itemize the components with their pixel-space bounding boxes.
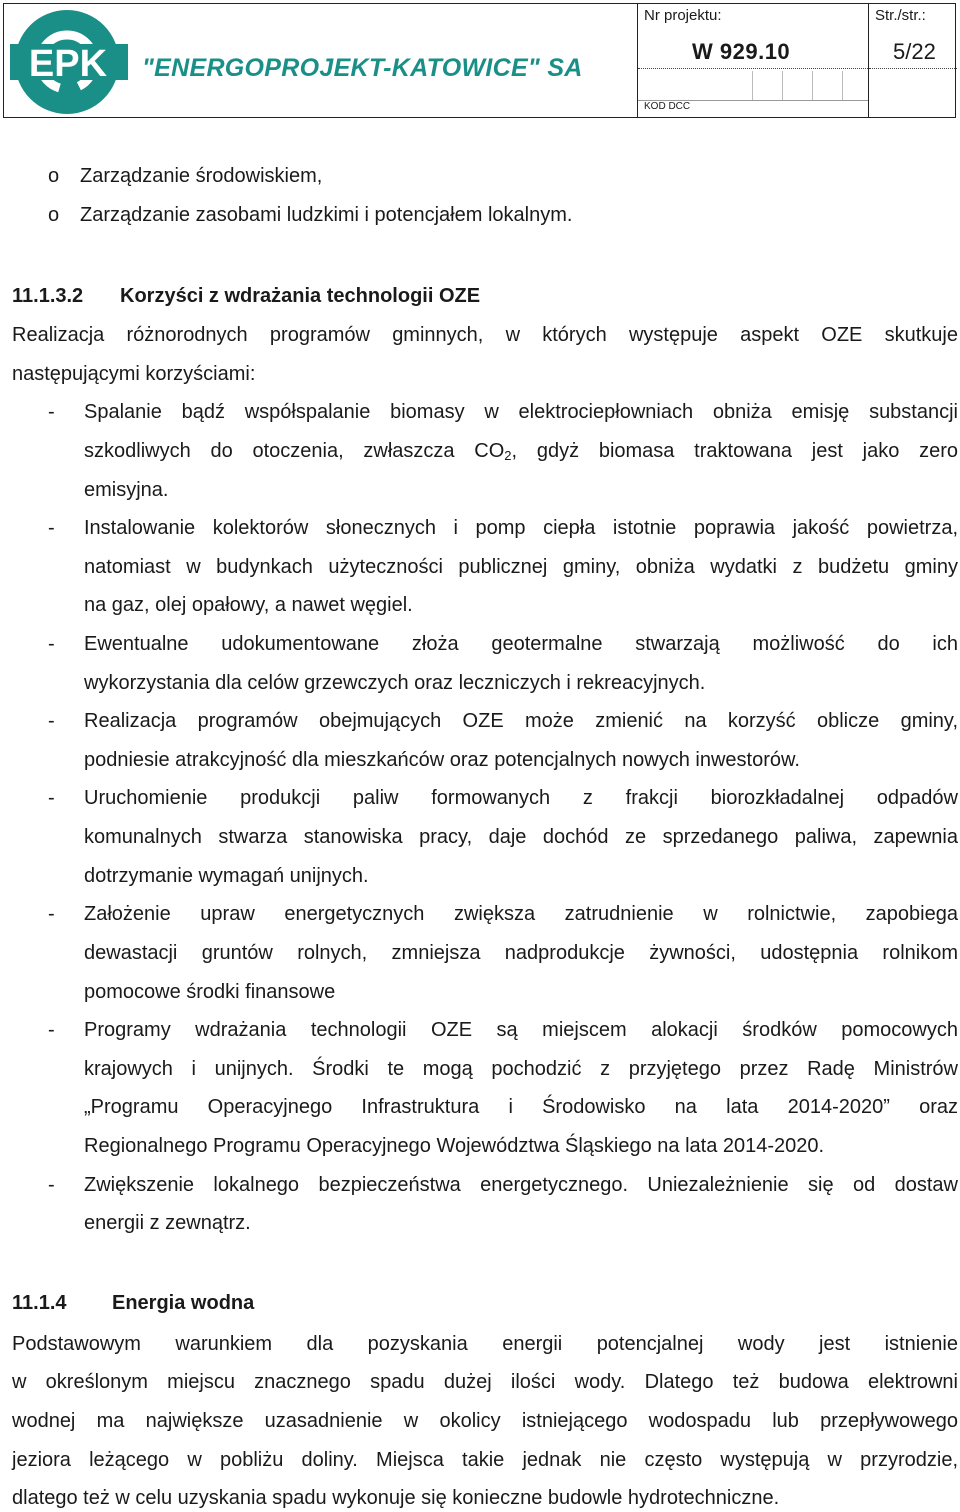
list-item-line: podniesie atrakcyjność dla mieszkańców oraz potencjalnych nowych inwestorów.	[84, 749, 800, 771]
page-number: 5/22	[893, 39, 936, 64]
dash-bullet: -	[48, 787, 55, 809]
list-item-line: na gaz, olej opałowy, a nawet węgiel.	[84, 594, 413, 616]
company-name: "ENERGOPROJEKT-KATOWICE" SA	[142, 54, 583, 82]
list-item-line: Ewentualne udokumentowane złoża geotermalne stwarzają możliwość do ich	[84, 633, 958, 655]
section-title: Korzyści z wdrażania technologii OZE	[120, 285, 481, 307]
project-label: Nr projektu:	[644, 7, 722, 24]
list-item-line: Spalanie bądź współspalanie biomasy w elektrociepłowniach obniża emisję substancji	[84, 401, 958, 423]
dash-bullet: -	[48, 633, 55, 655]
divider	[638, 68, 868, 69]
list-item-line: dotrzymanie wymagań unijnych.	[84, 865, 369, 887]
epk-logo-icon	[10, 6, 128, 116]
paragraph-line: wodnej ma największe uzasadnienie w okolicy istniejącego wodospadu lub przepływowego	[12, 1410, 958, 1432]
list-item-line: komunalnych stwarza stanowiska pracy, daje dochód ze sprzedanego paliwa, zapewnia	[84, 826, 958, 848]
bullet-o-icon: o	[48, 204, 60, 226]
page-cell	[869, 4, 957, 117]
list-item-line: wykorzystania dla celów grzewczych oraz leczniczych i rekreacyjnych.	[84, 672, 706, 694]
dash-bullet: -	[48, 401, 55, 423]
code-label: KOD DCC	[644, 101, 691, 112]
document-header	[3, 3, 956, 118]
list-item-line: natomiast w budynkach użyteczności publicznej gminy, obniża wydatki z budżetu gminy	[84, 556, 958, 578]
list-item-line: Instalowanie kolektorów słonecznych i pomp ciepła istotnie poprawia jakość powietrza,	[84, 517, 958, 539]
bullet-o-icon: o	[48, 165, 60, 187]
paragraph-line: jeziora leżącego w pobliżu doliny. Miejsca takie jednak nie często występują w przyrodzie,	[12, 1449, 958, 1471]
list-item-line: szkodliwych do otoczenia, zwłaszcza $CO_2$, gdyż biomasa traktowana jest jako zero	[84, 440, 958, 463]
list-item-line: Programy wdrażania technologii OZE są miejscem alokacji środków pomocowych	[84, 1019, 958, 1041]
list-item-line: Uruchomienie produkcji paliw formowanych z frakcji biorozkładalnej odpadów	[84, 787, 958, 809]
subscript: 2	[504, 448, 512, 463]
list-item-line: emisyjna.	[84, 479, 169, 501]
section-heading	[12, 283, 480, 309]
dash-bullet: -	[48, 517, 55, 539]
list-item-line: Regionalnego Programu Operacyjnego Województwa Śląskiego na lata 2014-2020.	[84, 1135, 825, 1157]
logo-cell	[4, 4, 638, 117]
paragraph-line: dlatego też w celu uzyskania spadu wykonuje się konieczne budowle hydrotechniczne.	[12, 1487, 780, 1509]
list-item-text: Zarządzanie środowiskiem,	[80, 165, 323, 187]
list-item-line: krajowych i unijnych. Środki te mogą pochodzić z przyjętego przez Radę Ministrów	[84, 1058, 958, 1080]
section-heading	[12, 1290, 254, 1316]
section-number: 11.1.4	[12, 1292, 67, 1314]
logo-text: EPK	[28, 43, 108, 85]
dash-bullet: -	[48, 710, 55, 732]
dash-bullet: -	[48, 1019, 55, 1041]
paragraph-line: następującymi korzyściami:	[12, 363, 256, 385]
dash-bullet: -	[48, 903, 55, 925]
list-item-line: Założenie upraw energetycznych zwiększa zatrudnienie w rolnictwie, zapobiega	[84, 903, 958, 925]
divider	[869, 68, 957, 69]
list-item-line: pomocowe środki finansowe	[84, 981, 336, 1003]
dash-bullet: -	[48, 1174, 55, 1196]
project-number: W 929.10	[692, 39, 791, 64]
project-cell	[638, 4, 869, 117]
paragraph-line: Realizacja różnorodnych programów gminnych, w których występuje aspekt OZE skutkuje	[12, 324, 958, 346]
list-item-line: Zwiększenie lokalnego bezpieczeństwa energetycznego. Uniezależnienie się od dostaw	[84, 1174, 958, 1196]
list-item-line: energii z zewnątrz.	[84, 1212, 251, 1234]
list-item-line: „Programu Operacyjnego Infrastruktura i Środowisko na lata 2014-2020” oraz	[84, 1096, 958, 1118]
page-label: Str./str.:	[875, 7, 926, 24]
code-boxes	[638, 71, 868, 101]
list-item-text: Zarządzanie zasobami ludzkimi i potencjałem lokalnym.	[80, 204, 573, 226]
section-number: 11.1.3.2	[12, 285, 84, 307]
paragraph-line: w określonym miejscu znacznego spadu dużej ilości wody. Dlatego też budowa elektrowni	[12, 1371, 958, 1393]
list-item-line: dewastacji gruntów rolnych, zmniejsza nadprodukcje żywności, udostępnia rolnikom	[84, 942, 958, 964]
section-title: Energia wodna	[112, 1292, 255, 1314]
list-item-line: Realizacja programów obejmujących OZE może zmienić na korzyść oblicze gminy,	[84, 710, 958, 732]
paragraph-line: Podstawowym warunkiem dla pozyskania energii potencjalnej wody jest istnienie	[12, 1333, 958, 1355]
